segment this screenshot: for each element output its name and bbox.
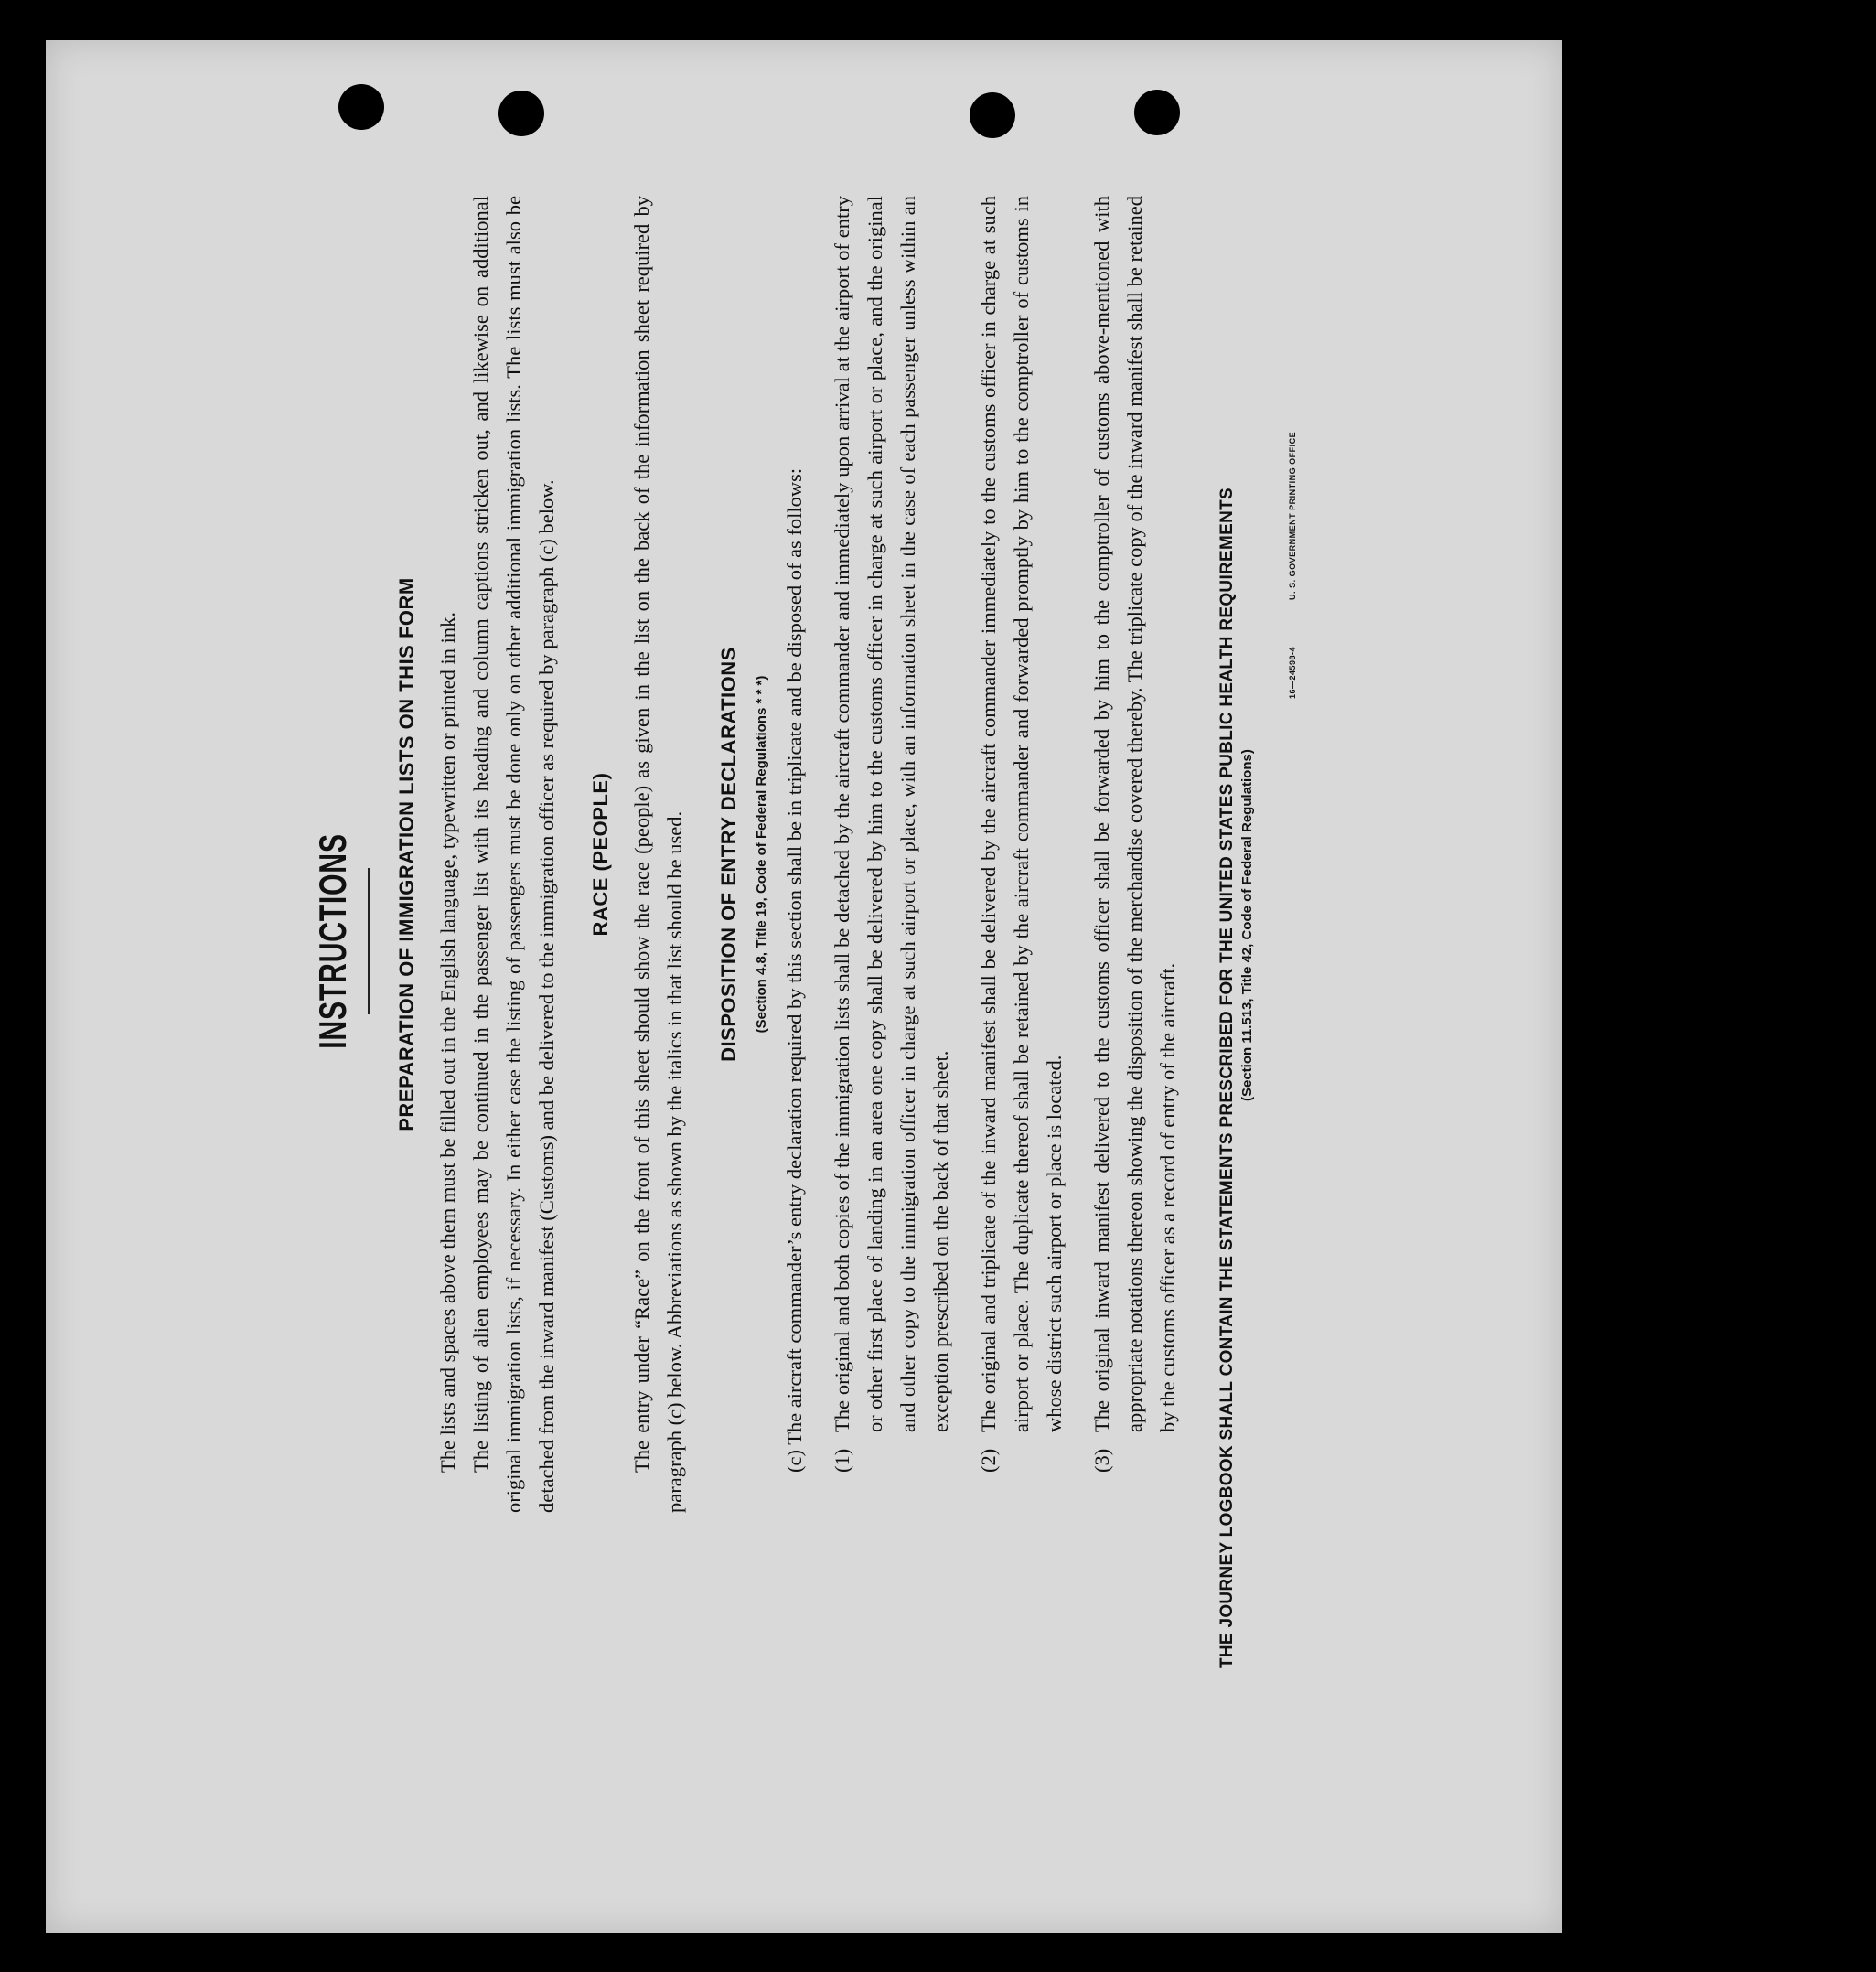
list-item-number: (3) xyxy=(1090,1448,1113,1473)
title-underline xyxy=(368,868,370,1014)
health-requirements-notice: THE JOURNEY LOGBOOK SHALL CONTAIN THE STATEMENTS PRESCRIBED FOR THE UNITED STATES PUBLIC HEALTH REQUIREMENTS xyxy=(1217,487,1237,1668)
race-paragraph: The entry under “Race” on the front of this sheet should show the race (people) as given in the list on the back of the information sheet required by paragraph (c) below. Abbreviations as shown by the italics in that list should be used. xyxy=(630,196,686,1513)
list-item-number: (1) xyxy=(831,1448,853,1473)
document-page xyxy=(46,40,1562,1933)
list-item-text: The original inward manifest delivered to the customs officer shall be forwarded by him to the comptroller of customs above-mentioned with appropriate notations thereon showing the disposition of the merchandise covered thereby. The triplicate copy of the inward manifest shall be retained by the customs officer as a record of entry of the aircraft. xyxy=(1090,196,1179,1432)
list-item-number: (2) xyxy=(977,1448,1000,1473)
disposition-intro: (c) The aircraft commander’s entry declaration required by this section shall be in triplicate and be disposed of as follows: xyxy=(783,467,806,1473)
list-item xyxy=(972,196,1071,1473)
printer-name: U. S. GOVERNMENT PRINTING OFFICE xyxy=(1288,431,1297,600)
heading-race: RACE (PEOPLE) xyxy=(589,772,612,937)
preparation-paragraph-1: The lists and spaces above them must be filled out in the English language, typewritten or printed in ink. xyxy=(436,611,459,1473)
disposition-citation: (Section 4.8, Title 19, Code of Federal Regulations * * *) xyxy=(754,675,769,1034)
printer-line xyxy=(1288,123,1297,699)
list-item-text: The original and triplicate of the inward manifest shall be delivered by the aircraft commander immediately to the customs officer in charge at such airport or place. The duplicate thereof shall be retained by the aircraft commander and forwarded promptly by him to the comptroller of customs in whose district such airport or place is located. xyxy=(977,196,1066,1432)
disposition-list xyxy=(826,196,1185,1513)
rotated-content xyxy=(101,68,1381,1760)
preparation-paragraph-2: The listing of alien employees may be continued in the passenger list with its heading and column captions stricken out, and likewise on additional original immigration lists, if necessary. In either case the listing of passengers must be done only on other additional immigration lists. The lists must also be detached from the inward manifest (Customs) and be delivered to the immigration officer as required by paragraph (c) below. xyxy=(469,196,558,1513)
list-item-text: The original and both copies of the immigration lists shall be detached by the aircraft commander and immediately upon arrival at the airport of entry or other first place of landing in an area one copy shall be delivered by him to the customs officer in charge at such airport or place, and the original and other copy to the immigration officer in charge at such airport or place, with an information sheet in the case of each passenger unless within an exception prescribed on the back of that sheet. xyxy=(831,196,952,1432)
form-number: 16—24598-4 xyxy=(1288,646,1297,699)
health-requirements-citation: (Section 11.513, Title 42, Code of Federal Regulations) xyxy=(1239,749,1255,1101)
page-title: INSTRUCTIONS xyxy=(311,833,354,1049)
heading-disposition: DISPOSITION OF ENTRY DECLARATIONS xyxy=(717,647,740,1062)
heading-preparation: PREPARATION OF IMMIGRATION LISTS ON THIS FORM xyxy=(395,577,418,1131)
list-item xyxy=(1086,196,1185,1473)
list-item xyxy=(826,196,958,1473)
